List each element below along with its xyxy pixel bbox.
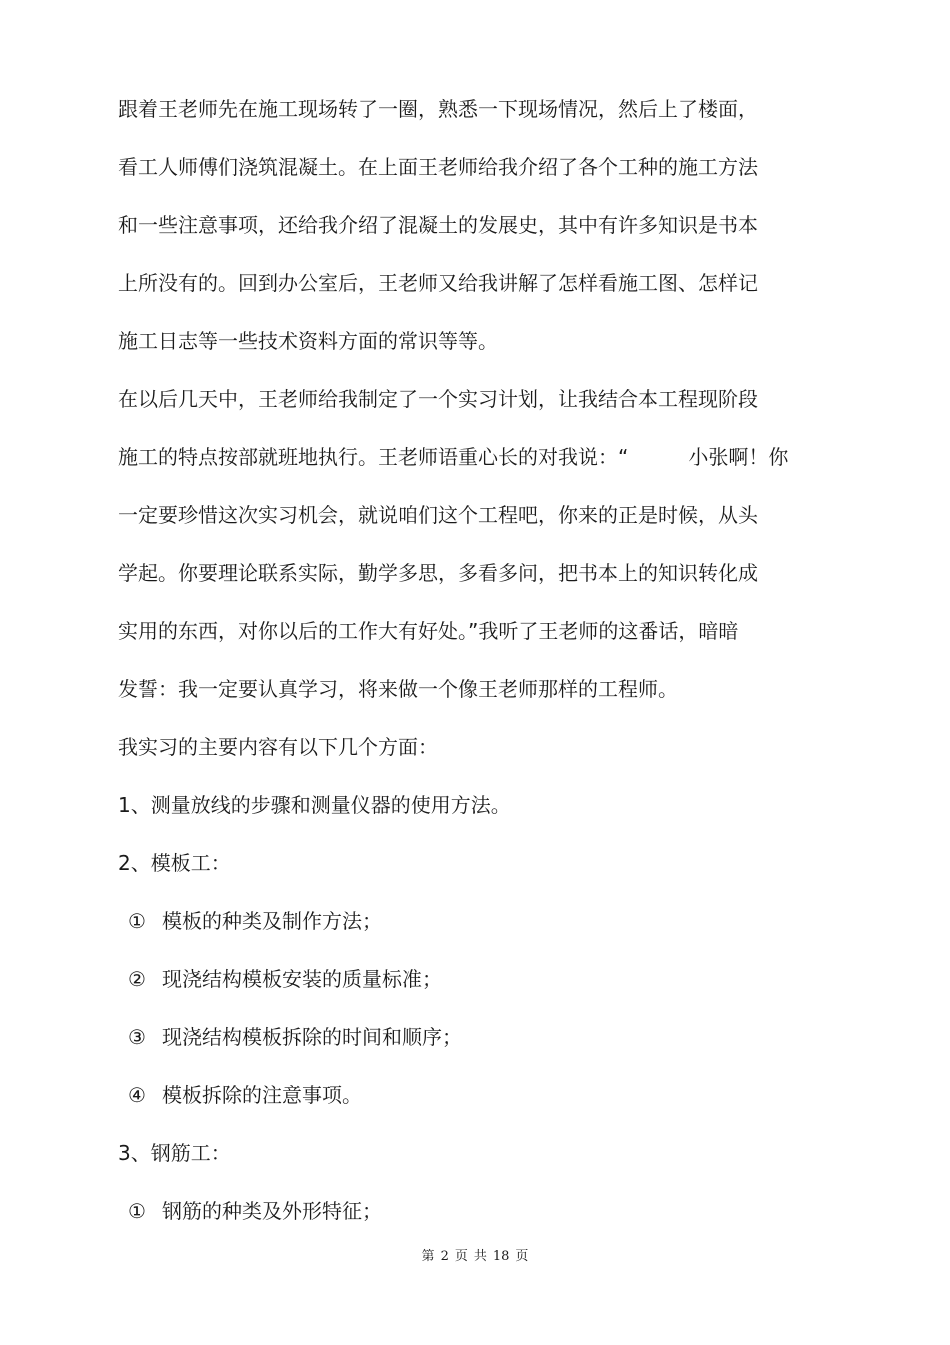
footer-gong: 共	[473, 1249, 487, 1264]
paragraph-line: 一定要珍惜这次实习机会，就说咱们这个工程吧，你来的正是时候，从头	[118, 503, 758, 527]
paragraph-line: 学起。你要理论联系实际，勤学多思，多看多问，把书本上的知识转化成	[118, 561, 758, 585]
sub-item-text: 模板的种类及制作方法；	[162, 909, 382, 933]
footer-ye-end: 页	[515, 1249, 529, 1264]
sub-item-number: ④	[128, 1083, 146, 1107]
paragraph-line-quote	[118, 445, 788, 469]
page-footer	[0, 1248, 950, 1266]
paragraph-line: 施工日志等一些技术资料方面的常识等等。	[118, 329, 498, 353]
sub-item-number: ②	[128, 967, 146, 991]
quote-after: 小张啊！你	[688, 445, 789, 469]
paragraph-line: 和一些注意事项，还给我介绍了混凝土的发展史，其中有许多知识是书本	[118, 213, 758, 237]
quote-before: 施工的特点按部就班地执行。王老师语重心长的对我说：“	[118, 445, 629, 469]
list-item: 3、钢筋工：	[118, 1141, 231, 1165]
page-number: 2	[440, 1249, 449, 1264]
paragraph-line: 上所没有的。回到办公室后，王老师又给我讲解了怎样看施工图、怎样记	[118, 271, 758, 295]
section-intro: 我实习的主要内容有以下几个方面：	[118, 735, 438, 759]
footer-di: 第	[421, 1249, 435, 1264]
sub-item-text: 现浇结构模板拆除的时间和顺序；	[162, 1025, 462, 1049]
sub-item-text: 模板拆除的注意事项。	[162, 1083, 362, 1107]
total-pages: 18	[492, 1249, 510, 1264]
paragraph-line: 在以后几天中，王老师给我制定了一个实习计划，让我结合本工程现阶段	[118, 387, 758, 411]
sub-list-item	[128, 1199, 382, 1223]
list-item: 2、模板工：	[118, 851, 231, 875]
sub-item-text: 现浇结构模板安装的质量标准；	[162, 967, 442, 991]
sub-list-item	[128, 967, 442, 991]
list-item: 1、测量放线的步骤和测量仪器的使用方法。	[118, 793, 511, 817]
paragraph-line: 发誓：我一定要认真学习，将来做一个像王老师那样的工程师。	[118, 677, 678, 701]
sub-list-item	[128, 1025, 462, 1049]
sub-item-number: ①	[128, 1199, 146, 1223]
paragraph-line: 跟着王老师先在施工现场转了一圈，熟悉一下现场情况，然后上了楼面，	[118, 97, 758, 121]
paragraph-line: 看工人师傅们浇筑混凝土。在上面王老师给我介绍了各个工种的施工方法	[118, 155, 758, 179]
sub-list-item	[128, 1083, 362, 1107]
sub-item-text: 钢筋的种类及外形特征；	[162, 1199, 382, 1223]
sub-list-item	[128, 909, 382, 933]
sub-item-number: ③	[128, 1025, 146, 1049]
footer-ye: 页	[454, 1249, 468, 1264]
paragraph-line: 实用的东西，对你以后的工作大有好处。”我听了王老师的这番话，暗暗	[118, 619, 739, 643]
sub-item-number: ①	[128, 909, 146, 933]
